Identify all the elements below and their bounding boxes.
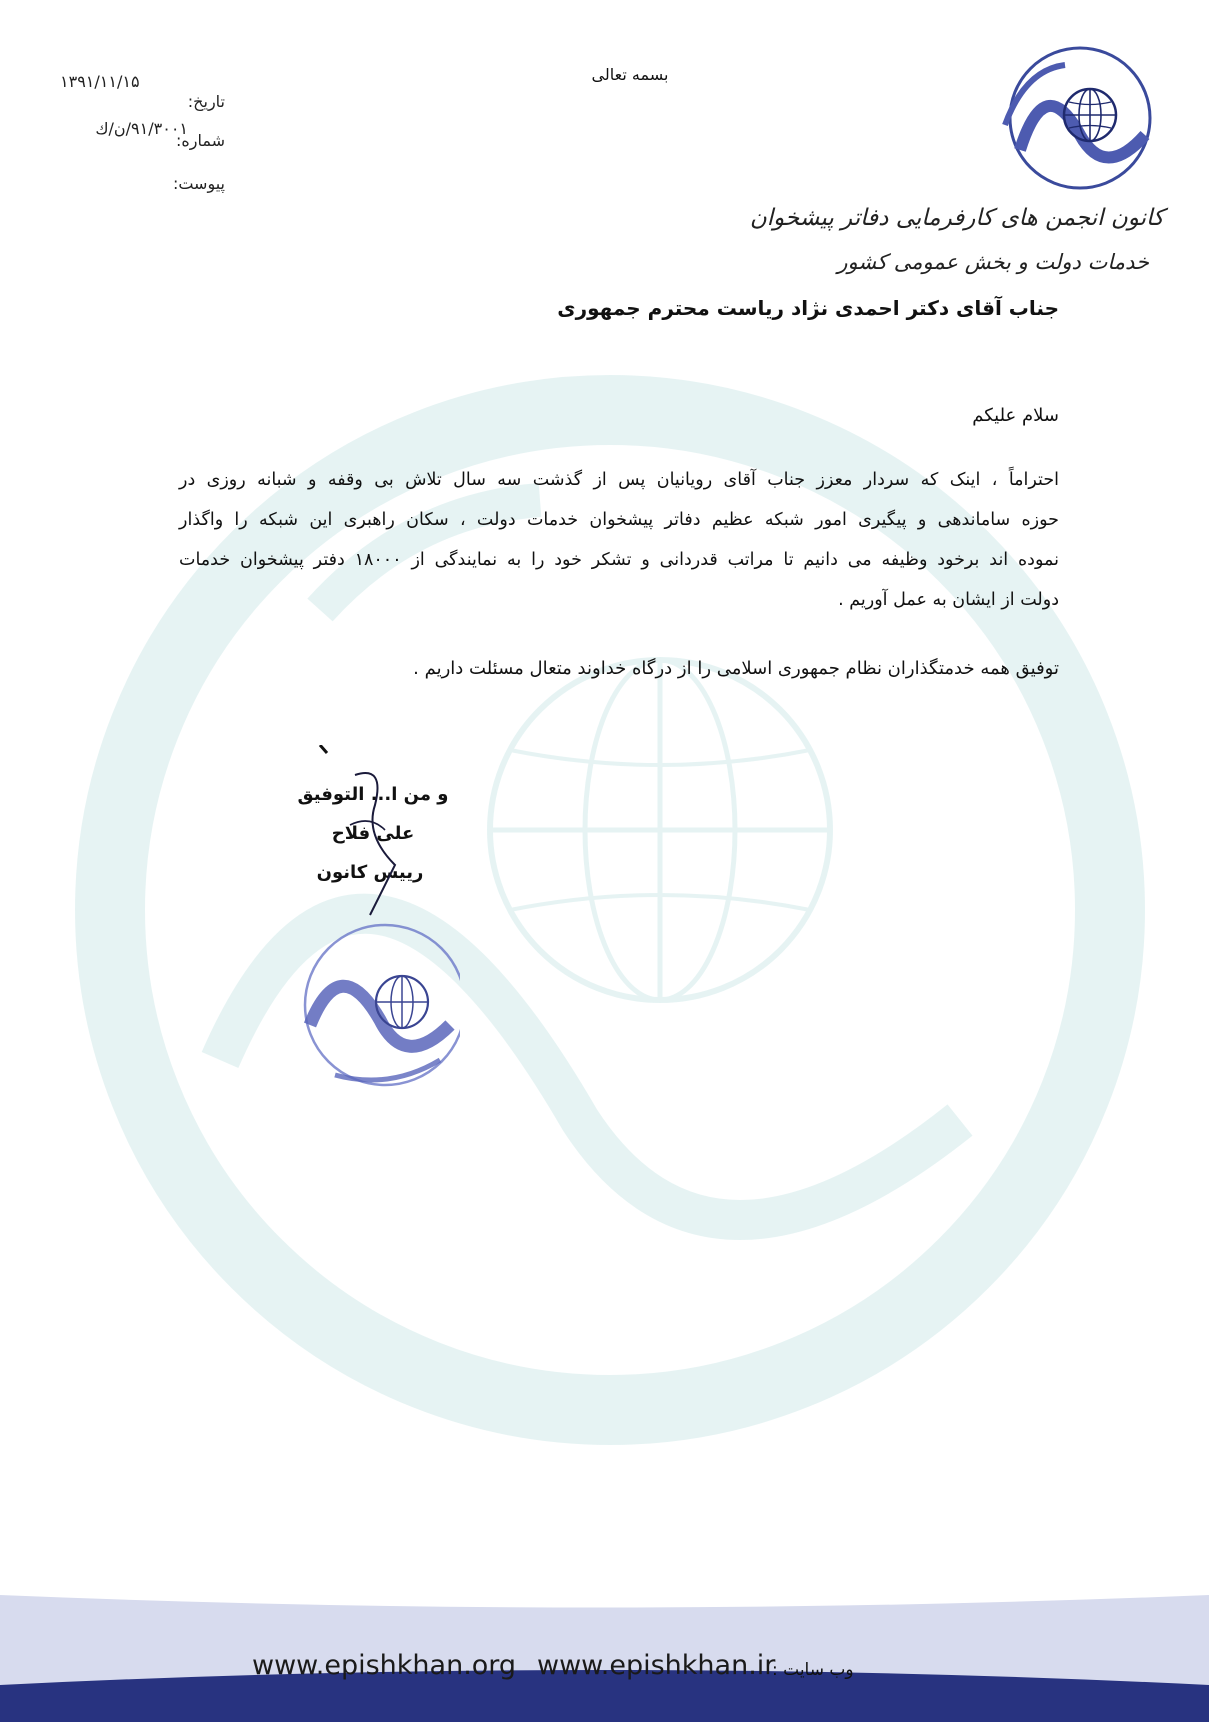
number-value: ۹۱/۳۰۰۱/ن/ك <box>95 119 188 138</box>
signer-title: رییس کانون <box>316 862 424 883</box>
body-line-1: احتراماً ، اینک که سردار معزز جناب آقای رویانیان پس از گذشت سه سال تلاش بی وقفه و شبانه روزی در <box>179 470 1059 490</box>
website-label: وب سایت : <box>772 1660 854 1680</box>
greeting: سلام علیکم <box>972 405 1059 426</box>
date-label: تاریخ: <box>187 92 225 111</box>
handwritten-signature <box>315 745 435 925</box>
body-line-4: دولت از ایشان به عمل آوریم . <box>838 590 1059 610</box>
date-value: ۱۳۹۱/۱۱/۱۵ <box>60 72 140 91</box>
closing-line: توفیق همه خدمتگذاران نظام جمهوری اسلامی را از درگاه خداوند متعال مسئلت داریم . <box>413 658 1059 679</box>
body-line-2: حوزه ساماندهی و پیگیری امور شبکه عظیم دفاتر پیشخوان خدمات دولت ، سکان راهبری این شبکه را واگذار <box>179 510 1059 530</box>
letter-body <box>179 460 1059 620</box>
website-org-link[interactable]: www.epishkhan.org <box>252 1650 517 1681</box>
bismillah: بسمه تعالی <box>591 65 669 84</box>
website-ir-link[interactable]: www.epishkhan.ir <box>537 1650 776 1681</box>
organization-logo <box>965 40 1180 190</box>
number-label: شماره: <box>175 131 225 150</box>
recipient: جناب آقای دکتر احمدی نژاد ریاست محترم جمهوری <box>557 296 1059 320</box>
organization-name-line1: کانون انجمن های کارفرمایی دفاتر پیشخوان <box>749 205 1164 231</box>
signature-closing: و من ا... التوفیق <box>297 784 449 805</box>
attachment-label: پیوست: <box>172 174 225 193</box>
body-line-3: نموده اند برخود وظیفه می دانیم تا مراتب قدردانی و تشکر خود را به نمایندگی از ۱۸۰۰۰ دفتر پیشخوان خدمات <box>179 550 1059 570</box>
organization-name-line2: خدمات دولت و بخش عمومی کشور <box>837 250 1149 274</box>
organization-stamp <box>290 910 460 1110</box>
signer-name: علی فلاح <box>331 823 415 844</box>
